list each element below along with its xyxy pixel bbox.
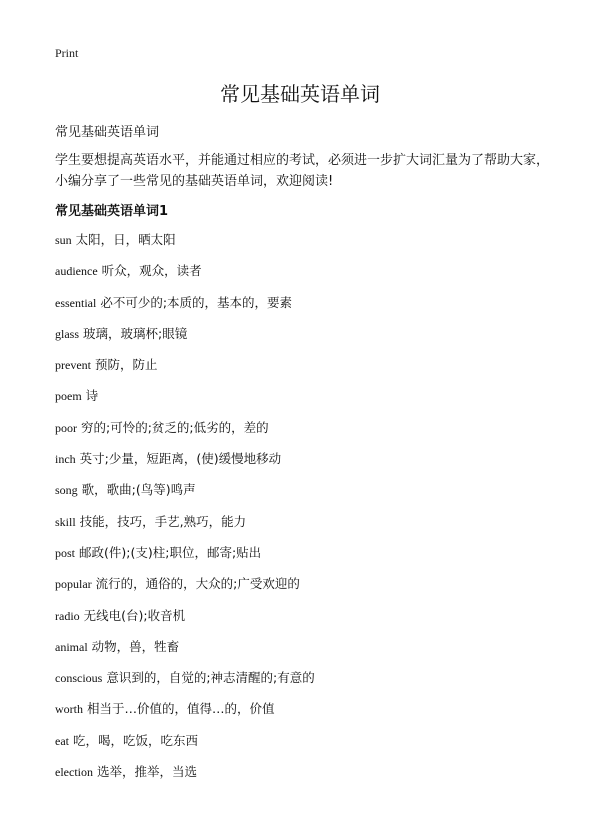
- vocab-word: conscious: [55, 671, 103, 686]
- vocab-entry: [55, 543, 575, 574]
- vocab-word: sun: [55, 233, 72, 247]
- vocab-word: essential: [55, 295, 97, 310]
- print-link[interactable]: Print: [55, 46, 79, 60]
- vocab-entry: [55, 386, 575, 417]
- vocabulary-list: [55, 230, 575, 793]
- vocab-word: prevent: [55, 358, 91, 373]
- vocab-word: worth: [55, 702, 83, 717]
- vocab-meaning: 意识到的，自觉的;神志清醒的;有意的: [106, 670, 315, 686]
- page-title: 常见基础英语单词: [220, 82, 380, 106]
- vocab-entry: [55, 699, 575, 730]
- vocab-meaning: 邮政(件);(支)柱;职位，邮寄;贴出: [79, 544, 262, 560]
- vocab-meaning: 技能，技巧，手艺,熟巧，能力: [79, 513, 247, 529]
- vocab-entry: [55, 731, 575, 762]
- vocab-entry: [55, 355, 575, 386]
- vocab-entry: [55, 574, 575, 605]
- vocab-meaning: 太阳，日，晒太阳: [75, 232, 176, 247]
- vocab-word: skill: [55, 514, 76, 529]
- vocab-meaning: 预防，防止: [94, 357, 158, 373]
- intro-paragraph: 学生要想提高英语水平，并能通过相应的考试，必须进一步扩大词汇量为了帮助大家，小编分享了一些常见的基础英语单词，欢迎阅读!: [55, 153, 550, 189]
- vocab-meaning: 必不可少的;本质的，基本的，要素: [100, 294, 293, 310]
- vocab-word: poor: [55, 420, 77, 435]
- vocab-word: poem: [55, 389, 82, 404]
- vocab-entry: [55, 512, 575, 543]
- vocab-word: post: [55, 545, 76, 560]
- vocab-meaning: 英寸;少量，短距离，(使)缓慢地移动: [79, 451, 282, 467]
- document-subtitle: 常见基础英语单词: [55, 125, 160, 140]
- vocab-entry: [55, 480, 575, 511]
- vocab-word: audience: [55, 264, 98, 279]
- vocab-word: song: [55, 483, 78, 498]
- vocab-entry: [55, 449, 575, 480]
- vocab-entry: [55, 261, 575, 292]
- vocab-word: election: [55, 765, 93, 780]
- vocab-word: glass: [55, 326, 79, 341]
- vocab-entry: [55, 418, 575, 449]
- vocab-meaning: 玻璃，玻璃杯;眼镜: [83, 325, 188, 341]
- vocab-entry: [55, 324, 575, 355]
- vocab-meaning: 选举，推举，当选: [96, 764, 197, 780]
- vocab-entry: [55, 606, 575, 637]
- vocab-word: radio: [55, 608, 80, 623]
- vocab-meaning: 诗: [85, 388, 99, 404]
- vocab-word: animal: [55, 639, 88, 654]
- vocab-meaning: 动物，兽，牲畜: [91, 638, 180, 654]
- section-heading: 常见基础英语单词1: [55, 204, 169, 219]
- vocab-meaning: 无线电(台);收音机: [83, 607, 186, 623]
- vocab-word: inch: [55, 452, 76, 467]
- vocab-entry: [55, 762, 575, 793]
- vocab-meaning: 相当于…价值的，值得…的，价值: [87, 701, 275, 717]
- vocab-meaning: 听众，观众，读者: [101, 263, 202, 279]
- vocab-entry: [55, 637, 575, 668]
- vocab-word: eat: [55, 733, 69, 748]
- vocab-entry: [55, 230, 575, 261]
- vocab-meaning: 吃，喝，吃饭，吃东西: [73, 732, 199, 748]
- vocab-word: popular: [55, 577, 92, 592]
- vocab-entry: [55, 668, 575, 699]
- vocab-meaning: 穷的;可怜的;贫乏的;低劣的，差的: [81, 419, 269, 435]
- vocab-meaning: 歌，歌曲;(鸟等)鸣声: [81, 482, 196, 498]
- vocab-meaning: 流行的，通俗的，大众的;广受欢迎的: [95, 576, 300, 592]
- vocab-entry: [55, 293, 575, 324]
